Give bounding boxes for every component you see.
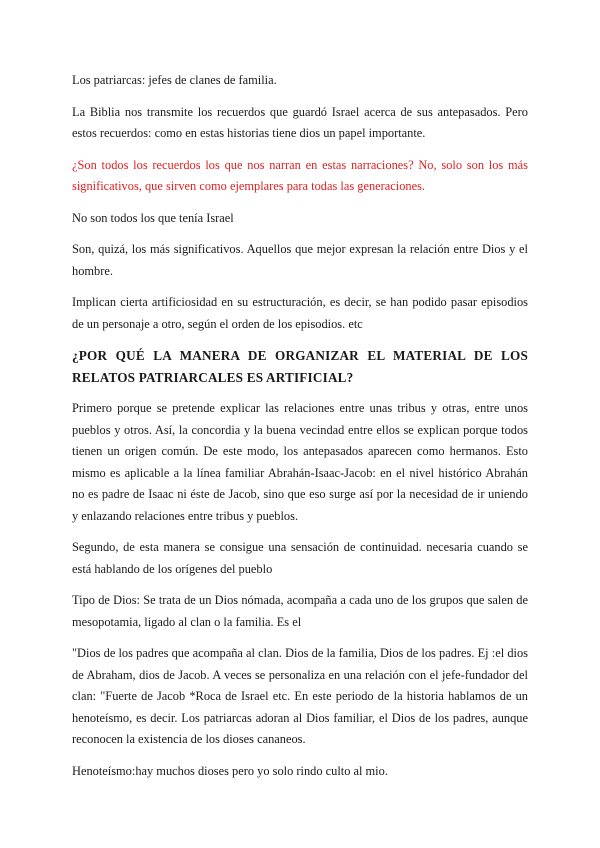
section-heading: ¿POR QUÉ LA MANERA DE ORGANIZAR EL MATERIAL DE LOS RELATOS PATRIARCALES ES ARTIFICIAL? [72, 348, 528, 385]
paragraph-henoteismo: Henoteísmo:hay muchos dioses pero yo solo rindo culto al mio. [72, 763, 388, 778]
paragraph-significativos: Son, quizá, los más significativos. Aquellos que mejor expresan la relación entre Dios y el hombre. [72, 242, 528, 278]
paragraph-dios-de-los-padres: "Dios de los padres que acompaña al clan. Dios de la familia, Dios de los padres. Ej :el dios de Abraham, dios de Jacob. A veces se personaliza en una relación con el jefe-fundador del clan: "Fuerte de Jacob *Roca de Israel etc. En este periodo de la historia hablamos de un henoteísmo, es decir. Los patriarcas adoran al Dios familiar, el Dios de los padres, aunque reconocen la existencia de los dioses cananeos. [72, 646, 528, 746]
paragraph-patriarcas-title: Los patriarcas: jefes de clanes de familia. [72, 73, 277, 87]
paragraph-no-son-todos: No son todos los que tenía Israel [72, 210, 234, 225]
paragraph-question-highlight: ¿Son todos los recuerdos los que nos narran en estas narraciones? No, solo son los más significativos, que sirven como ejemplares para todas las generaciones. [72, 157, 528, 193]
paragraph-primero: Primero porque se pretende explicar las relaciones entre unas tribus y otras, entre unos pueblos y otros. Así, la concordia y la buena vecindad entre ellos se explican porque todos tienen un origen común. De este modo, los antepasados aparecen como hermanos. Esto mismo es aplicable a la línea familiar Abrahán-Isaac-Jacob: en el nivel histórico Abrahán no es padre de Isaac ni éste de Jacob, sino que eso surge así por la necesidad de ir uniendo y enlazando relaciones entre tribus y pueblos. [72, 401, 528, 523]
paragraph-tipo-de-dios: Tipo de Dios: Se trata de un Dios nómada, acompaña a cada uno de los grupos que salen de mesopotamia, ligado al clan o la familia. Es el [72, 593, 528, 629]
paragraph-segundo: Segundo, de esta manera se consigue una sensación de continuidad. necesaria cuando se está hablando de los orígenes del pueblo [72, 540, 528, 576]
paragraph-artificiosidad: Implican cierta artificiosidad en su estructuración, es decir, se han podido pasar episodios de un personaje a otro, según el orden de los episodios. etc [72, 295, 528, 331]
paragraph-biblia: La Biblia nos transmite los recuerdos que guardó Israel acerca de sus antepasados. Pero estos recuerdos: como en estas historias tiene dios un papel importante. [72, 104, 528, 140]
